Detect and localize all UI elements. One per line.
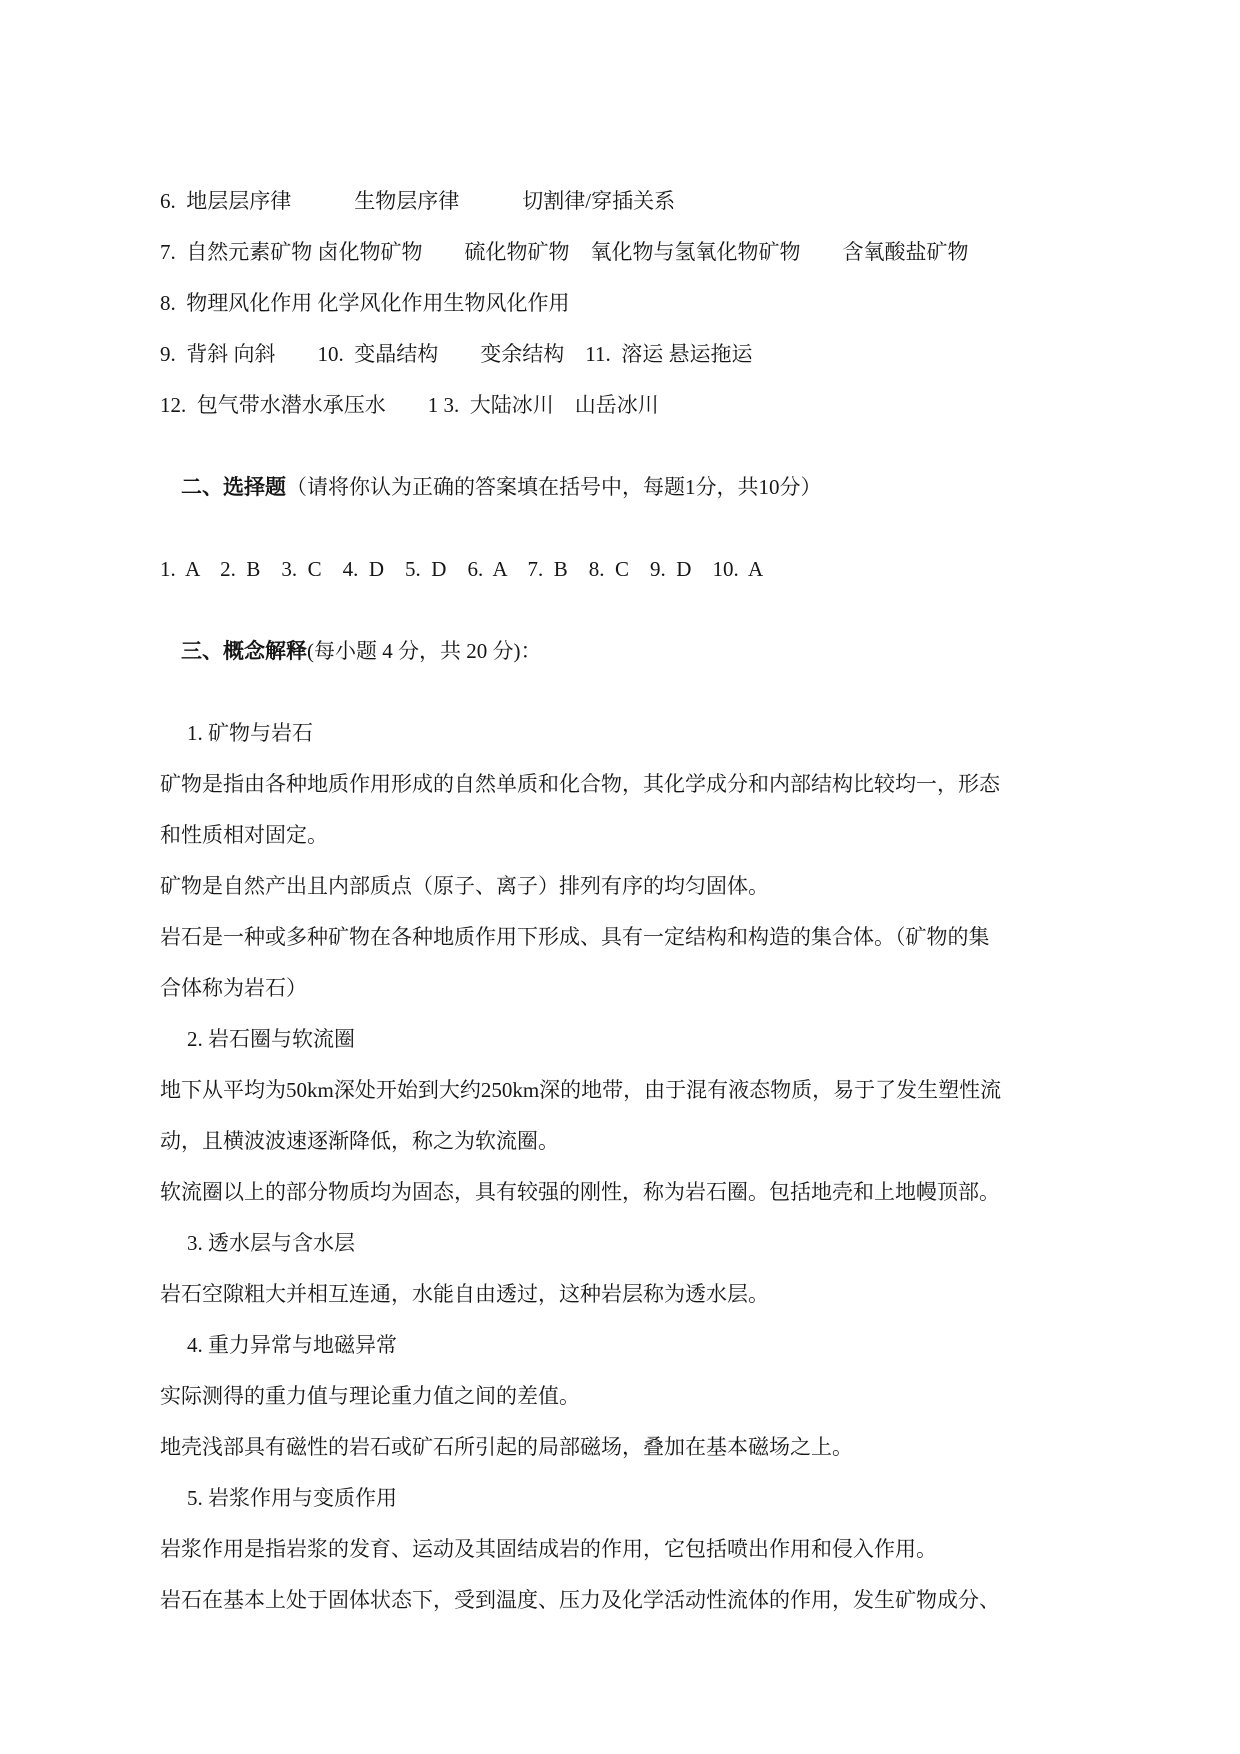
concept-5-text-line: 岩石在基本上处于固体状态下，受到温度、压力及化学活动性流体的作用，发生矿物成分、 xyxy=(160,1588,1000,1612)
concept-4-text-line: 地壳浅部具有磁性的岩石或矿石所引起的局部磁场，叠加在基本磁场之上。 xyxy=(160,1435,853,1459)
fill-blank-line-12-13: 12. 包气带水潜水承压水 1 3. 大陆冰川 山岳冰川 xyxy=(160,393,659,417)
concept-title-1: 1. 矿物与岩石 xyxy=(187,721,313,745)
concept-5-text-line: 岩浆作用是指岩浆的发育、运动及其固结成岩的作用，它包括喷出作用和侵入作用。 xyxy=(160,1537,937,1561)
concept-1-text-line: 合体称为岩石） xyxy=(160,976,307,1000)
choice-answers-line: 1. A 2. B 3. C 4. D 5. D 6. A 7. B 8. C 9. D 10. A xyxy=(160,557,764,581)
concept-4-text-line: 实际测得的重力值与理论重力值之间的差值。 xyxy=(160,1384,580,1408)
concept-2-text-line: 软流圈以上的部分物质均为固态，具有较强的刚性，称为岩石圈。包括地壳和上地幔顶部。 xyxy=(160,1180,1000,1204)
fill-blank-line-9-11: 9. 背斜 向斜 10. 变晶结构 变余结构 11. 溶运 悬运拖运 xyxy=(160,342,753,366)
concept-title-2: 2. 岩石圈与软流圈 xyxy=(187,1027,355,1051)
section-concepts-subtitle: (每小题 4 分，共 20 分)： xyxy=(307,639,542,663)
concept-1-text-line: 矿物是自然产出且内部质点（原子、离子）排列有序的均匀固体。 xyxy=(160,874,769,898)
concept-1-text-line: 岩石是一种或多种矿物在各种地质作用下形成、具有一定结构和构造的集合体。（矿物的集 xyxy=(160,925,990,949)
fill-blank-line-8: 8. 物理风化作用 化学风化作用生物风化作用 xyxy=(160,291,570,315)
section-heading-concepts xyxy=(160,605,1110,698)
concept-2-text-line: 动，且横波波速逐渐降低，称之为软流圈。 xyxy=(160,1129,559,1153)
section-heading-choice xyxy=(160,441,1110,534)
fill-blank-line-6: 6. 地层层序律 生物层序律 切割律/穿插关系 xyxy=(160,189,676,213)
concept-title-3: 3. 透水层与含水层 xyxy=(187,1231,355,1255)
concept-title-4: 4. 重力异常与地磁异常 xyxy=(187,1333,397,1357)
concept-1-text-line: 和性质相对固定。 xyxy=(160,823,328,847)
concept-3-text-line: 岩石空隙粗大并相互连通，水能自由透过，这种岩层称为透水层。 xyxy=(160,1282,769,1306)
concept-1-text-line: 矿物是指由各种地质作用形成的自然单质和化合物，其化学成分和内部结构比较均一，形态 xyxy=(160,772,1000,796)
concept-title-5: 5. 岩浆作用与变质作用 xyxy=(187,1486,397,1510)
section-choice-title: 二、选择题 xyxy=(181,475,286,499)
concept-2-text-line: 地下从平均为50km深处开始到大约250km深的地带，由于混有液态物质，易于了发生塑性流 xyxy=(160,1078,1002,1102)
section-choice-subtitle: （请将你认为正确的答案填在括号中，每题1分，共10分） xyxy=(286,475,822,499)
fill-blank-line-7: 7. 自然元素矿物 卤化物矿物 硫化物矿物 氧化物与氢氧化物矿物 含氧酸盐矿物 xyxy=(160,240,969,264)
section-concepts-title: 三、概念解释 xyxy=(181,639,307,663)
